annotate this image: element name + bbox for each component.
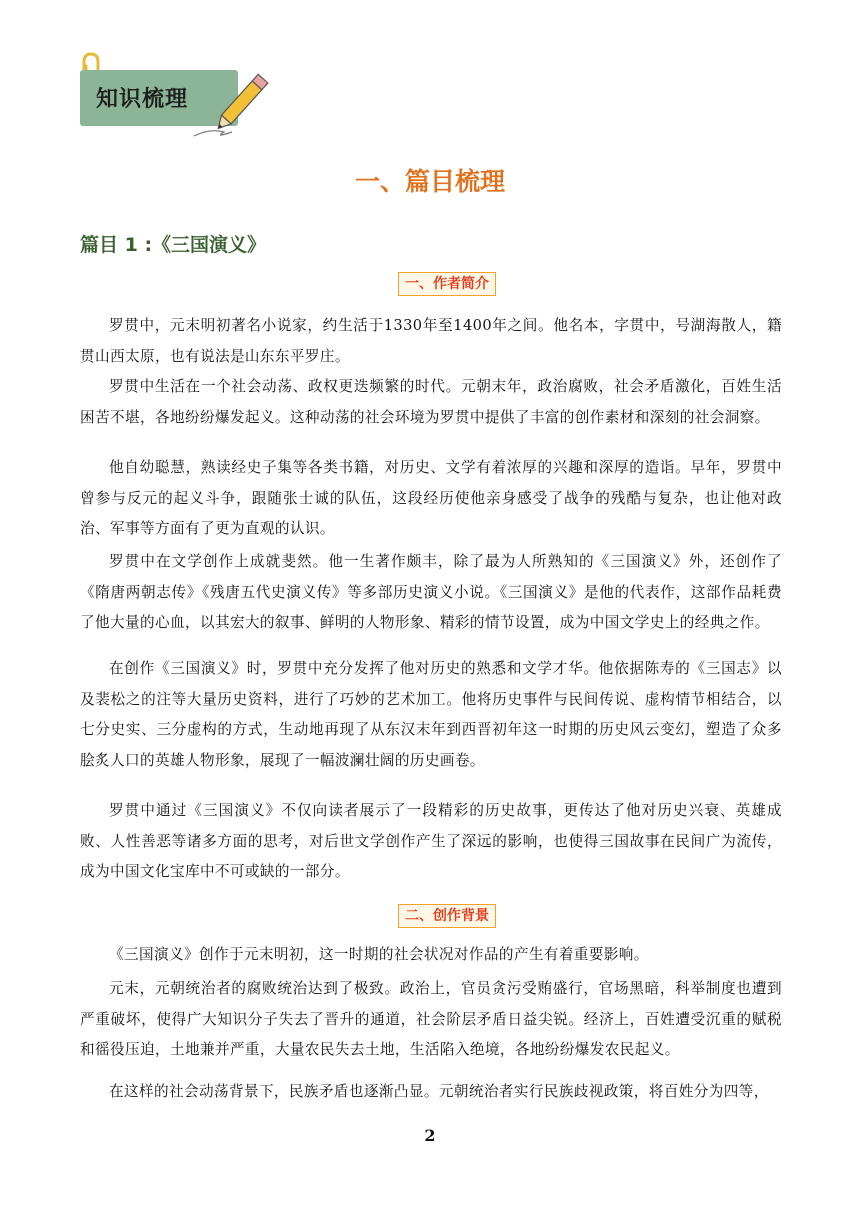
paragraph: 罗贯中，元末明初著名小说家，约生活于1330年至1400年之间。他名本，字贯中，号湖海散人，籍贯山西太原，也有说法是山东东平罗庄。: [80, 317, 782, 365]
paragraph: 罗贯中通过《三国演义》不仅向读者展示了一段精彩的历史故事，更传达了他对历史兴衰、英雄成败、人性善恶等诸多方面的思考，对后世文学创作产生了深远的影响，也使得三国故事在民间广为流传，成为中国文化宝库中不可或缺的一部分。: [80, 802, 782, 880]
paragraph: 罗贯中生活在一个社会动荡、政权更迭频繁的时代。元朝末年，政治腐败，社会矛盾激化，百姓生活困苦不堪，各地纷纷爆发起义。这种动荡的社会环境为罗贯中提供了丰富的创作素材和深刻的社会洞察。: [80, 378, 782, 426]
paragraph: 在这样的社会动荡背景下，民族矛盾也逐渐凸显。元朝统治者实行民族歧视政策，将百姓分为四等，: [109, 1083, 769, 1100]
subsection-label-author: 一、作者简介: [398, 272, 496, 296]
knowledge-badge: [70, 48, 285, 140]
paragraph: 在创作《三国演义》时，罗贯中充分发挥了他对历史的熟悉和文学才华。他依据陈寿的《三国志》以及裴松之的注等大量历史资料，进行了巧妙的艺术加工。他将历史事件与民间传说、虚构情节相结合，以七分史实、三分虚构的方式，生动地再现了从东汉末年到西晋初年这一时期的历史风云变幻，塑造了众多脍炙人口的英雄人物形象，展现了一幅波澜壮阔的历史画卷。: [80, 660, 782, 769]
page-title: 一、篇目梳理: [354, 167, 505, 196]
subsection-label-background: 二、创作背景: [398, 904, 496, 928]
page-number: 2: [424, 1126, 436, 1145]
paragraph: 元末，元朝统治者的腐败统治达到了极致。政治上，官员贪污受贿盛行，官场黑暗，科举制度也遭到严重破坏，使得广大知识分子失去了晋升的通道，社会阶层矛盾日益尖锐。经济上，百姓遭受沉重的赋税和徭役压迫，土地兼并严重，大量农民失去土地，生活陷入绝境，各地纷纷爆发农民起义。: [80, 980, 782, 1058]
section-heading: 篇目 1 :《三国演义》: [80, 234, 267, 256]
badge-label: 知识梳理: [96, 87, 189, 112]
paragraph: 《三国演义》创作于元末明初，这一时期的社会状况对作品的产生有着重要影响。: [109, 946, 649, 963]
paragraph: 他自幼聪慧，熟读经史子集等各类书籍，对历史、文学有着浓厚的兴趣和深厚的造诣。早年，罗贯中曾参与反元的起义斗争，跟随张士诚的队伍，这段经历使他亲身感受了战争的残酷与复杂，也让他对政治、军事等方面有了更为直观的认识。: [80, 459, 782, 537]
pencil-icon: [190, 70, 285, 140]
paragraph: 罗贯中在文学创作上成就斐然。他一生著作颇丰，除了最为人所熟知的《三国演义》外，还创作了《隋唐两朝志传》《残唐五代史演义传》等多部历史演义小说。《三国演义》是他的代表作，这部作品耗费了他大量的心血，以其宏大的叙事、鲜明的人物形象、精彩的情节设置，成为中国文学史上的经典之作。: [80, 553, 782, 631]
